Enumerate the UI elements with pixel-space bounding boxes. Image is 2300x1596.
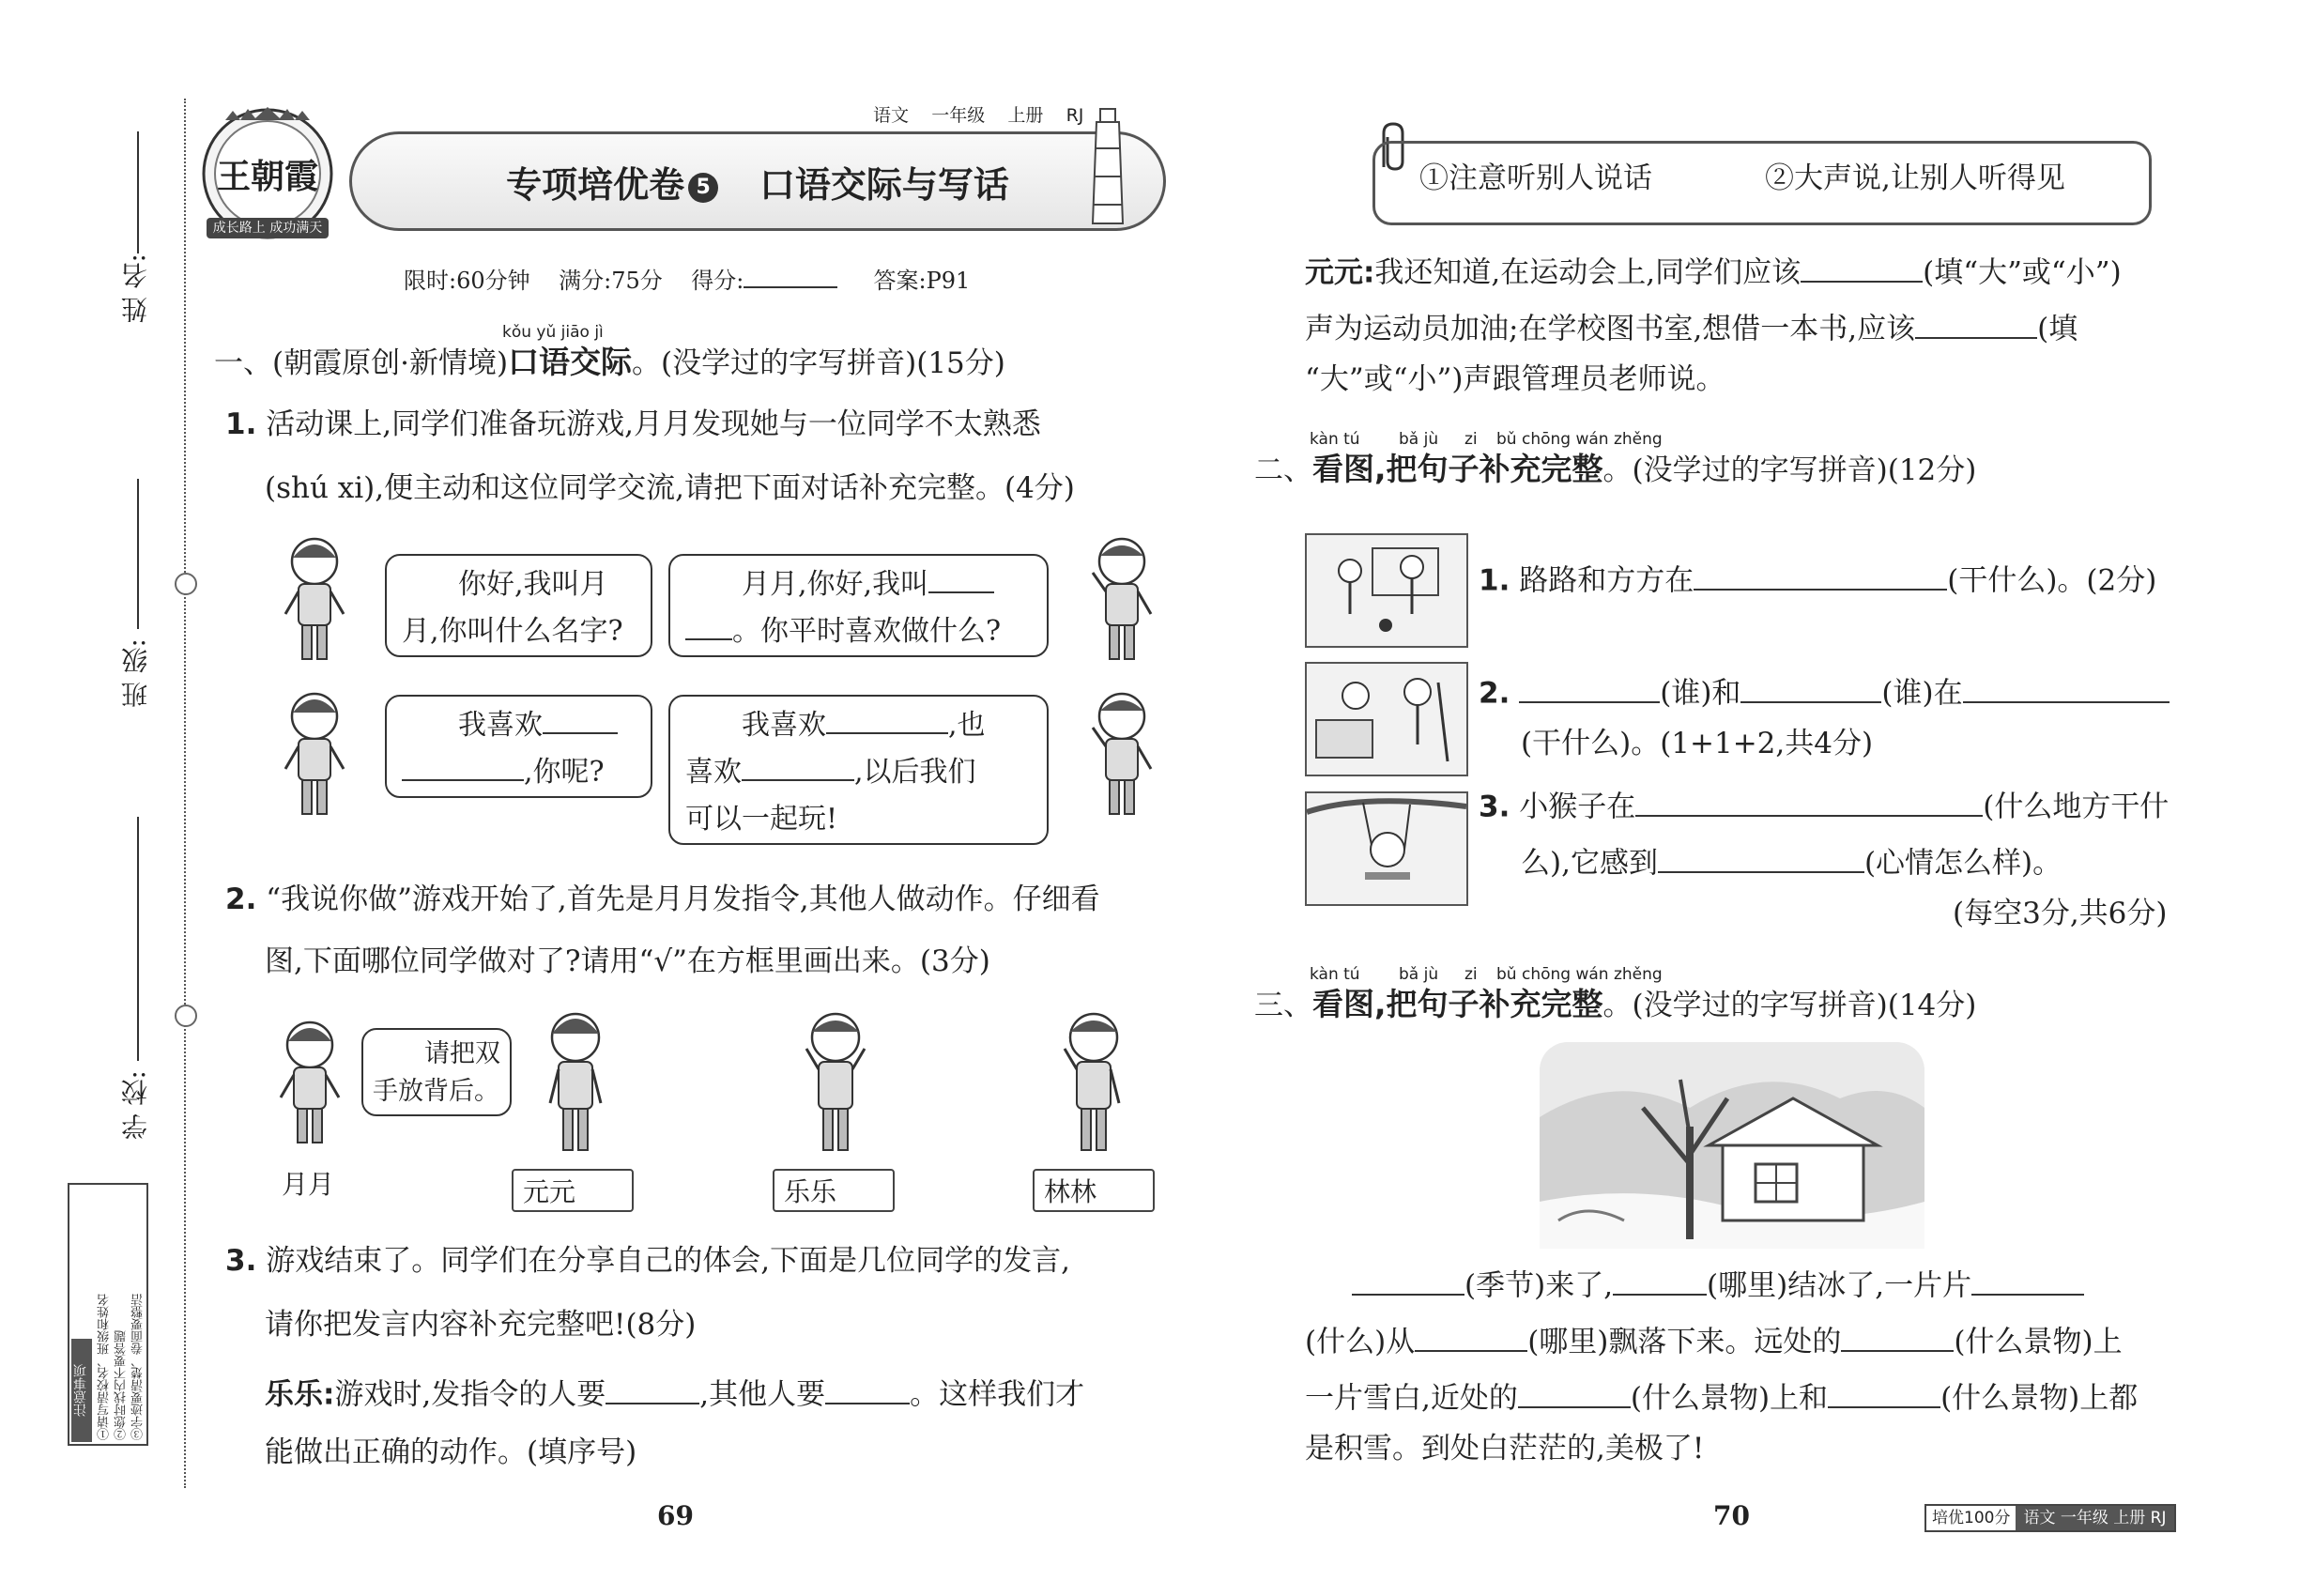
s2-heading-word: 看图,把句子补充完整 bbox=[1312, 451, 1603, 487]
note-2: ②您时找内不要答题 bbox=[115, 1330, 129, 1440]
s3-heading-b: 。(没学过的字写拼音)(14分) bbox=[1602, 989, 1977, 1022]
brand-logo bbox=[197, 103, 338, 244]
s3-l1b: (哪里)结冰了,一片片 bbox=[1707, 1268, 1972, 1303]
s2-item2-blank-3[interactable] bbox=[1963, 670, 2170, 703]
note-1: ①请写清校名、班级和姓名 bbox=[98, 1294, 112, 1440]
s3-pinyin-1: kàn tú bbox=[1310, 965, 1360, 984]
s2-item3-score: (每空3分,共6分) bbox=[1953, 897, 2168, 930]
score-blank[interactable] bbox=[744, 263, 837, 288]
meta-row bbox=[404, 263, 970, 295]
notes-title: 注意事项 bbox=[71, 1339, 92, 1442]
s3-pinyin-3: zi bbox=[1464, 965, 1478, 984]
s2-pinyin-1: kàn tú bbox=[1310, 430, 1360, 449]
s3-line3 bbox=[1305, 1375, 2138, 1417]
q3-blank-2[interactable] bbox=[825, 1372, 910, 1404]
q3-blank-1[interactable] bbox=[606, 1372, 699, 1404]
s2-pinyin-3: zi bbox=[1464, 430, 1478, 449]
s3-l2c: (什么景物)上 bbox=[1954, 1325, 2123, 1359]
q3-lele-b: ,其他人要 bbox=[699, 1377, 826, 1412]
s2-heading-b: 。(没学过的字写拼音)(12分) bbox=[1602, 453, 1977, 487]
tag-term: 上册 bbox=[1007, 105, 1044, 126]
checkbox-linlin[interactable]: 林林 bbox=[1033, 1169, 1155, 1212]
page-number-left: 69 bbox=[657, 1500, 694, 1531]
s3-l2b: (哪里)飘落下来。远处的 bbox=[1527, 1325, 1842, 1359]
boy-linlin-figure bbox=[1061, 1009, 1127, 1163]
s3-l3a: 一片雪白,近处的 bbox=[1305, 1381, 1518, 1416]
q3-text-1: 游戏结束了。同学们在分享自己的体会,下面是几位同学的发言, bbox=[266, 1244, 1070, 1278]
bubble-1 bbox=[385, 554, 652, 657]
name-label: 姓 名: bbox=[120, 253, 151, 324]
girl-yueyue-figure-2 bbox=[282, 690, 347, 825]
s2-pinyin-2: bǎ jù bbox=[1399, 430, 1439, 449]
q3-lele-line2: 能做出正确的动作。(填序号) bbox=[265, 1435, 637, 1469]
bubble-1-line2: 月,你叫什么名字? bbox=[402, 615, 623, 648]
s2-item1-num: 1. bbox=[1479, 563, 1510, 598]
bubble-3-line2: ,你呢? bbox=[524, 756, 605, 789]
s1-heading-b: 。(没学过的字写拼音)(15分) bbox=[632, 346, 1005, 380]
s2-item1-b: (干什么)。(2分) bbox=[1947, 563, 2157, 598]
q1-num: 1. bbox=[225, 407, 257, 441]
s2-item2-line2: (干什么)。(1+1+2,共4分) bbox=[1521, 727, 1874, 760]
bubble-3-blank-2[interactable] bbox=[402, 750, 524, 782]
bubble-4-text-3: 可以一起玩! bbox=[685, 803, 838, 836]
bubble-4-text-1: 我喜欢 bbox=[742, 709, 826, 742]
bubble-2-blank-2[interactable] bbox=[685, 609, 732, 641]
class-line bbox=[137, 479, 139, 629]
meta-score: 得分: bbox=[691, 268, 744, 295]
s3-l1a: (季节)来了, bbox=[1464, 1268, 1614, 1303]
yuanyuan-a: 我还知道,在运动会上,同学们应该 bbox=[1374, 255, 1802, 290]
q2-bubble-line2: 手放背后。 bbox=[373, 1077, 499, 1106]
s3-blank-what[interactable] bbox=[1971, 1263, 2084, 1296]
q2-num: 2. bbox=[225, 882, 257, 916]
s3-pinyin-4: bǔ chōng wán zhěng bbox=[1496, 965, 1663, 984]
picture-winter-scene bbox=[1540, 1042, 1924, 1249]
s2-item3-l2b: (心情怎么样)。 bbox=[1863, 846, 2062, 881]
q3-num: 3. bbox=[225, 1244, 257, 1278]
bubble-4-blank-2[interactable] bbox=[742, 750, 854, 782]
s2-item3-line2 bbox=[1521, 840, 2062, 882]
picture-monkey bbox=[1305, 791, 1468, 906]
q1-text-1: 活动课上,同学们准备玩游戏,月月发现她与一位同学不太熟悉 bbox=[266, 407, 1041, 441]
s2-item2-blank-2[interactable] bbox=[1740, 670, 1881, 703]
s3-pinyin-2: bǎ jù bbox=[1399, 965, 1439, 984]
s2-item3-blank-1[interactable] bbox=[1635, 784, 1983, 817]
s2-item3-blank-2[interactable] bbox=[1658, 840, 1864, 873]
picture-football bbox=[1305, 533, 1468, 648]
bubble-4 bbox=[668, 695, 1049, 845]
s3-line1 bbox=[1352, 1263, 2084, 1304]
bubble-1-line1: 你好,我叫月 bbox=[458, 568, 608, 601]
boy-figure-1 bbox=[1089, 535, 1155, 670]
s2-item2-num: 2. bbox=[1479, 676, 1510, 711]
boy-figure-2 bbox=[1089, 690, 1155, 825]
q2-line2: 图,下面哪位同学做对了?请用“√”在方框里画出来。(3分) bbox=[265, 944, 990, 978]
s3-heading-a: 三、 bbox=[1254, 989, 1312, 1022]
label-yueyue: 月月 bbox=[282, 1169, 335, 1200]
class-label: 班 级: bbox=[120, 638, 151, 709]
footer-tag-rest: 语文 一年级 上册 RJ bbox=[2016, 1506, 2173, 1530]
q3-lele-a: 游戏时,发指令的人要 bbox=[334, 1377, 606, 1412]
page-title bbox=[349, 156, 1166, 207]
bubble-4-text-1b: ,也 bbox=[948, 709, 986, 742]
tag-edition: RJ bbox=[1066, 105, 1084, 126]
s2-item3-l2a: 么),它感到 bbox=[1521, 846, 1658, 881]
boy-lele-figure bbox=[803, 1009, 868, 1163]
s3-l3b: (什么景物)上和 bbox=[1630, 1381, 1829, 1416]
tag-grade: 一年级 bbox=[931, 105, 986, 126]
q2-line1 bbox=[225, 882, 1100, 917]
s2-heading bbox=[1254, 451, 1976, 488]
s1-heading-word: 口语交际 bbox=[508, 344, 633, 380]
q2-bubble-line1: 请把双 bbox=[424, 1039, 500, 1068]
s3-blank-season[interactable] bbox=[1352, 1263, 1464, 1296]
q3-line2: 请你把发言内容补充完整吧!(8分) bbox=[265, 1308, 697, 1342]
s2-item1-blank[interactable] bbox=[1694, 558, 1947, 591]
title-part-b: 口语交际与写话 bbox=[759, 164, 1009, 206]
yuanyuan-l2a: 声为运动员加油;在学校图书室,想借一本书,应该 bbox=[1305, 312, 1916, 346]
footer-tag-brand: 培优100分 bbox=[1932, 1509, 2011, 1527]
q3-lele-name: 乐乐: bbox=[265, 1377, 335, 1412]
binding-mark-1 bbox=[175, 573, 197, 595]
page-number-right: 70 bbox=[1713, 1500, 1750, 1531]
yuanyuan-line1 bbox=[1305, 250, 2122, 291]
s1-heading bbox=[214, 344, 1005, 381]
picture-sweeping bbox=[1305, 662, 1468, 776]
subject-tags bbox=[873, 101, 1083, 127]
s2-item3-a: 小猴子在 bbox=[1519, 790, 1636, 824]
s2-item2-blank-1[interactable] bbox=[1519, 670, 1660, 703]
q3-line1 bbox=[225, 1244, 1070, 1279]
s3-heading bbox=[1254, 986, 1976, 1023]
q1-line1 bbox=[225, 407, 1041, 442]
q2-bubble bbox=[361, 1028, 512, 1116]
bubble-2-blank-1[interactable] bbox=[928, 562, 994, 594]
title-number-badge: 5 bbox=[688, 173, 718, 203]
s3-blank-where-2[interactable] bbox=[1415, 1319, 1527, 1352]
s1-pinyin: kǒu yǔ jiāo jì bbox=[502, 323, 604, 342]
bubble-4-text-2: 喜欢 bbox=[685, 756, 742, 789]
meta-full: 满分:75分 bbox=[559, 268, 663, 295]
option-2: ②大声说,让别人听得见 bbox=[1765, 161, 2065, 195]
yuanyuan-blank-1[interactable] bbox=[1801, 250, 1923, 283]
s2-item2-a: (谁)和 bbox=[1660, 676, 1741, 711]
s1-heading-a: 一、(朝霞原创·新情境) bbox=[214, 346, 509, 380]
s3-l3c: (什么景物)上都 bbox=[1940, 1381, 2139, 1416]
bubble-3 bbox=[385, 695, 652, 798]
checkbox-lele[interactable]: 乐乐 bbox=[773, 1169, 895, 1212]
bubble-2 bbox=[668, 554, 1049, 657]
school-line bbox=[137, 817, 139, 1061]
yuanyuan-line3: “大”或“小”)声跟管理员老师说。 bbox=[1305, 362, 1725, 396]
yuanyuan-line2 bbox=[1305, 306, 2078, 347]
brand-ribbon: 成长路上 成功满天 bbox=[207, 218, 329, 238]
s3-blank-near-1[interactable] bbox=[1518, 1375, 1631, 1408]
q3-lele-line bbox=[265, 1372, 1084, 1413]
tag-subject: 语文 bbox=[873, 105, 910, 126]
bubble-2-line1: 月月,你好,我叫 bbox=[742, 568, 929, 601]
girl-yueyue-figure-1 bbox=[282, 535, 347, 670]
bubble-3-line1: 我喜欢 bbox=[458, 709, 543, 742]
s2-item3-num: 3. bbox=[1479, 790, 1510, 824]
s2-item1-a: 路路和方方在 bbox=[1519, 563, 1694, 598]
binding-mark-2 bbox=[175, 1005, 197, 1027]
s2-item1 bbox=[1479, 558, 2156, 599]
girl-yueyue-figure-3 bbox=[277, 1019, 343, 1154]
yuanyuan-blank-2[interactable] bbox=[1915, 306, 2037, 339]
q3-lele-c: 。这样我们才 bbox=[910, 1377, 1085, 1412]
s2-item2 bbox=[1479, 670, 2170, 712]
q2-text-1: “我说你做”游戏开始了,首先是月月发指令,其他人做动作。仔细看 bbox=[266, 882, 1100, 916]
option-1: ①注意听别人说话 bbox=[1419, 161, 1652, 195]
s2-pinyin-4: bǔ chōng wán zhěng bbox=[1496, 430, 1663, 449]
lighthouse-icon bbox=[1080, 101, 1136, 237]
s2-item2-b: (谁)在 bbox=[1881, 676, 1963, 711]
name-line bbox=[137, 131, 139, 253]
s3-blank-far[interactable] bbox=[1841, 1319, 1954, 1352]
bubble-4-blank-1[interactable] bbox=[826, 703, 948, 735]
s2-heading-a: 二、 bbox=[1254, 453, 1312, 487]
binding-line bbox=[184, 99, 186, 1488]
bubble-4-text-2b: ,以后我们 bbox=[854, 756, 976, 789]
s2-item3 bbox=[1479, 784, 2169, 825]
note-3: ③字迹要清楚、卷面要整洁 bbox=[131, 1294, 146, 1440]
checkbox-yuanyuan[interactable]: 元元 bbox=[512, 1169, 634, 1212]
yuanyuan-name: 元元: bbox=[1305, 255, 1375, 290]
school-label: 学 校: bbox=[120, 1070, 151, 1141]
s3-blank-near-2[interactable] bbox=[1828, 1375, 1940, 1408]
s3-heading-word: 看图,把句子补充完整 bbox=[1312, 986, 1603, 1022]
s3-line2 bbox=[1305, 1319, 2123, 1360]
yuanyuan-b: (填“大”或“小”) bbox=[1923, 255, 2122, 290]
q1-line2: (shú xi),便主动和这位同学交流,请把下面对话补充完整。(4分) bbox=[265, 471, 1075, 505]
brand-name: 王朝霞 bbox=[216, 157, 318, 196]
girl-yuanyuan-figure bbox=[543, 1009, 608, 1163]
meta-answer: 答案:P91 bbox=[873, 268, 971, 295]
yuanyuan-l2b: (填 bbox=[2037, 312, 2078, 346]
s3-line4: 是积雪。到处白茫茫的,美极了! bbox=[1305, 1432, 1705, 1466]
meta-time: 限时:60分钟 bbox=[404, 268, 530, 295]
s3-blank-where-1[interactable] bbox=[1613, 1263, 1707, 1296]
notes-box bbox=[68, 1183, 148, 1446]
title-part-a: 专项培优卷 bbox=[506, 164, 685, 206]
s2-item3-b: (什么地方干什 bbox=[1983, 790, 2170, 824]
footer-tag bbox=[1924, 1504, 2176, 1532]
s3-l2a: (什么)从 bbox=[1305, 1325, 1416, 1359]
bubble-2-line2: 。你平时喜欢做什么? bbox=[732, 615, 1002, 648]
bubble-3-blank-1[interactable] bbox=[543, 703, 618, 735]
